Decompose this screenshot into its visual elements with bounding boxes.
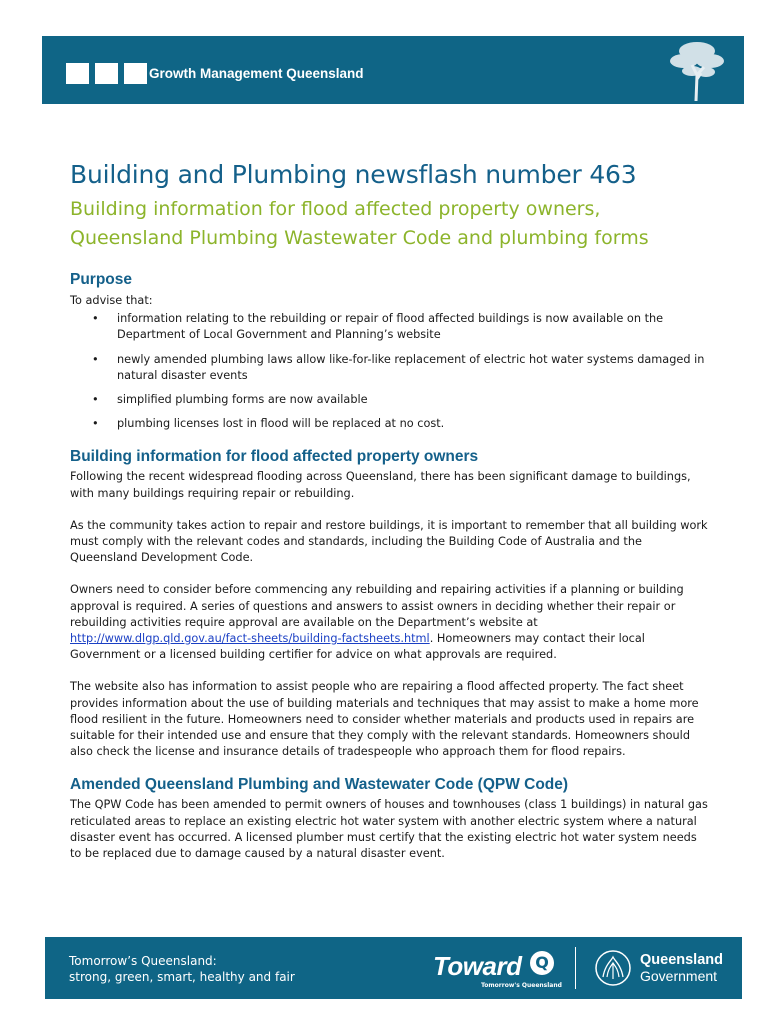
- building-paragraph-3: [70, 582, 710, 663]
- subtitle-line: Queensland Plumbing Wastewater Code and plumbing forms: [70, 227, 649, 249]
- queensland-government-logo: [640, 952, 723, 984]
- bullet-icon: •: [92, 352, 99, 366]
- logo-square: [66, 63, 89, 84]
- logo-square: [95, 63, 118, 84]
- footer-divider: [575, 947, 576, 989]
- tagline-line: strong, green, smart, healthy and fair: [69, 970, 295, 984]
- factsheets-link[interactable]: http://www.dlgp.qld.gov.au/fact-sheets/building-factsheets.html: [70, 632, 430, 646]
- footer-tagline: [69, 953, 295, 985]
- list-item-text: plumbing licenses lost in flood will be replaced at no cost.: [117, 417, 445, 431]
- tagline-line: Tomorrow’s Queensland:: [69, 954, 217, 968]
- logo-square: [124, 63, 147, 84]
- purpose-list: [70, 311, 710, 432]
- paragraph-text: . Homeowners may contact their local Government or a licensed building certifier for advice on what approvals are required.: [70, 632, 645, 662]
- list-item-text: simplified plumbing forms are now available: [117, 393, 368, 407]
- footer-banner: [45, 937, 742, 999]
- bullet-icon: •: [92, 393, 99, 407]
- page-subtitle: [70, 195, 710, 253]
- qpw-heading: Amended Queensland Plumbing and Wastewater Code (QPW Code): [70, 776, 569, 794]
- building-paragraph-4: The website also has information to assist people who are repairing a flood affected property. The fact sheet provides information about the use of building materials and techniques that may assist to make a home more flood resilient in the future. Homeowners need to consider whether materials and products used in repairs are suitable for their intended use and ensure that they comply with the relevant standards. Homeowners should also check the license and insurance details of tradespeople who approach them for flood repairs.: [70, 680, 699, 759]
- list-item: [70, 352, 710, 384]
- list-item-text: information relating to the rebuilding or repair of flood affected buildings is now available on the Department of Local Government and Planning’s website: [117, 312, 664, 342]
- document-body: [70, 160, 710, 862]
- purpose-heading: Purpose: [70, 271, 133, 288]
- logo-squares: [66, 63, 147, 84]
- bullet-icon: •: [92, 312, 99, 326]
- page-title: Building and Plumbing newsflash number 463: [70, 160, 637, 189]
- toward-logo-text: Toward: [433, 951, 522, 981]
- building-paragraph-1: Following the recent widespread flooding across Queensland, there has been significant damage to buildings, with many buildings requiring repair or rebuilding.: [70, 470, 691, 500]
- qpw-paragraph-1: The QPW Code has been amended to permit owners of houses and townhouses (class 1 buildings) in natural gas reticulated areas to replace an existing electric hot water system with another electric system where a natural disaster event has occurred. A licensed plumber must certify that the existing electric hot water system needs to be replaced due to damage caused by a natural disaster event.: [70, 798, 708, 861]
- list-item: [70, 392, 710, 408]
- list-item: [70, 416, 710, 432]
- toward-subtext: Tomorrow's Queensland: [481, 982, 562, 989]
- qg-line: Queensland: [640, 952, 723, 968]
- purpose-intro: To advise that:: [70, 294, 153, 307]
- list-item: [70, 311, 710, 343]
- building-heading: Building information for flood affected property owners: [70, 448, 479, 466]
- toward-q-icon: Q: [530, 951, 554, 975]
- header-banner: [42, 36, 744, 104]
- paragraph-text: Owners need to consider before commencing any rebuilding and repairing activities if a planning or building approval is required. A series of questions and answers to assist owners in deciding whether their repair or rebuilding activities require approval are available on the Department’s website at: [70, 583, 684, 629]
- bullet-icon: •: [92, 417, 99, 431]
- org-name: Growth Management Queensland: [149, 66, 364, 81]
- list-item-text: newly amended plumbing laws allow like-for-like replacement of electric hot water systems damaged in natural disaster events: [117, 352, 705, 382]
- tree-icon: [662, 39, 732, 101]
- building-paragraph-2: As the community takes action to repair and restore buildings, it is important to remember that all building work must comply with the relevant codes and standards, including the Building Code of Australia and the Queensland Development Code.: [70, 518, 708, 565]
- subtitle-line: Building information for flood affected property owners,: [70, 198, 601, 220]
- queensland-crest-icon: [593, 949, 633, 987]
- qg-line: Government: [640, 968, 718, 984]
